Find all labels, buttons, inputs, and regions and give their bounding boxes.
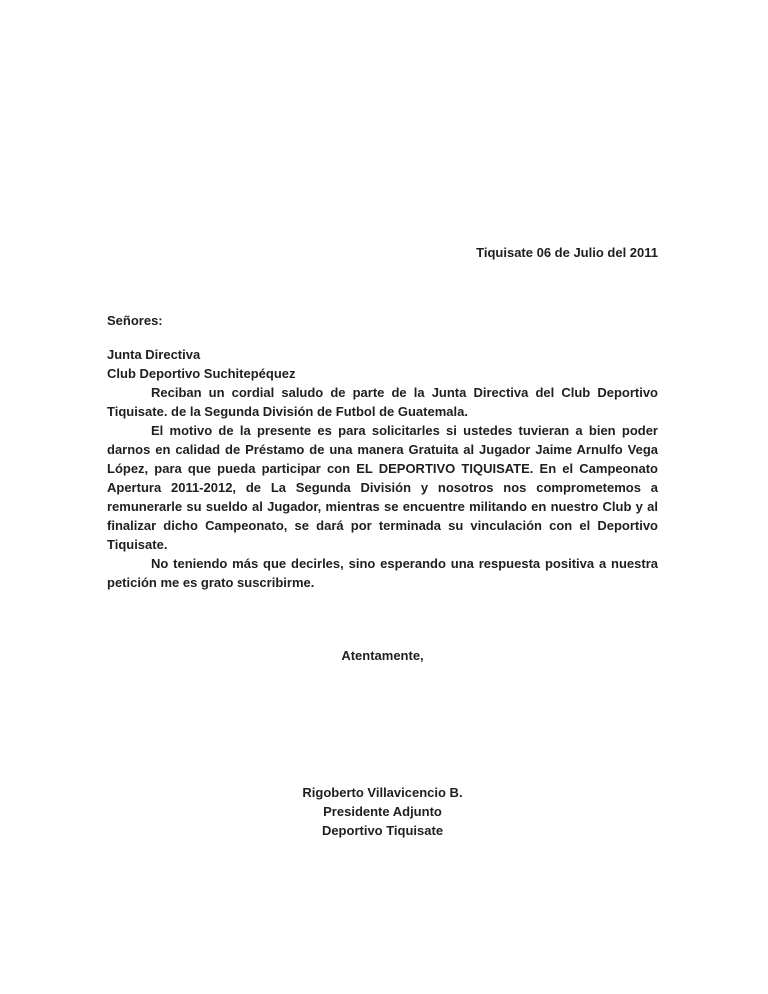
signature-title: Presidente Adjunto (323, 804, 442, 819)
signature-organization: Deportivo Tiquisate (321, 823, 444, 838)
signature-block (107, 783, 658, 840)
salutation: Señores: (107, 313, 163, 328)
recipient-organization: Club Deportivo Suchitepéquez (107, 366, 296, 381)
paragraph-farewell: No teniendo más que decirles, sino esperando una respuesta positiva a nuestra petición me es grato suscribirme. (107, 556, 658, 590)
paragraph-request: El motivo de la presente es para solicitarles si ustedes tuvieran a bien poder darnos en calidad de Préstamo de una manera Gratuita al Jugador Jaime Arnulfo Vega López, para que pueda participar con EL DEPORTIVO TIQUISATE. En el Campeonato Apertura 2011-2012, de La Segunda División y nosotros nos comprometemos a remunerarle su sueldo al Jugador, mientras se encuentre militando en nuestro Club y al finalizar dicho Campeonato, se dará por terminada su vinculación con el Deportivo Tiquisate. (107, 423, 658, 552)
recipient-block (107, 345, 658, 383)
signature-name: Rigoberto Villavicencio B. (302, 785, 463, 800)
closing-line: Atentamente, (341, 648, 424, 663)
recipient-name: Junta Directiva (107, 347, 201, 362)
letter-date: Tiquisate 06 de Julio del 2011 (476, 245, 658, 260)
paragraph-greeting: Reciban un cordial saludo de parte de la Junta Directiva del Club Deportivo Tiquisate. de la Segunda División de Futbol de Guatemala. (107, 385, 658, 419)
